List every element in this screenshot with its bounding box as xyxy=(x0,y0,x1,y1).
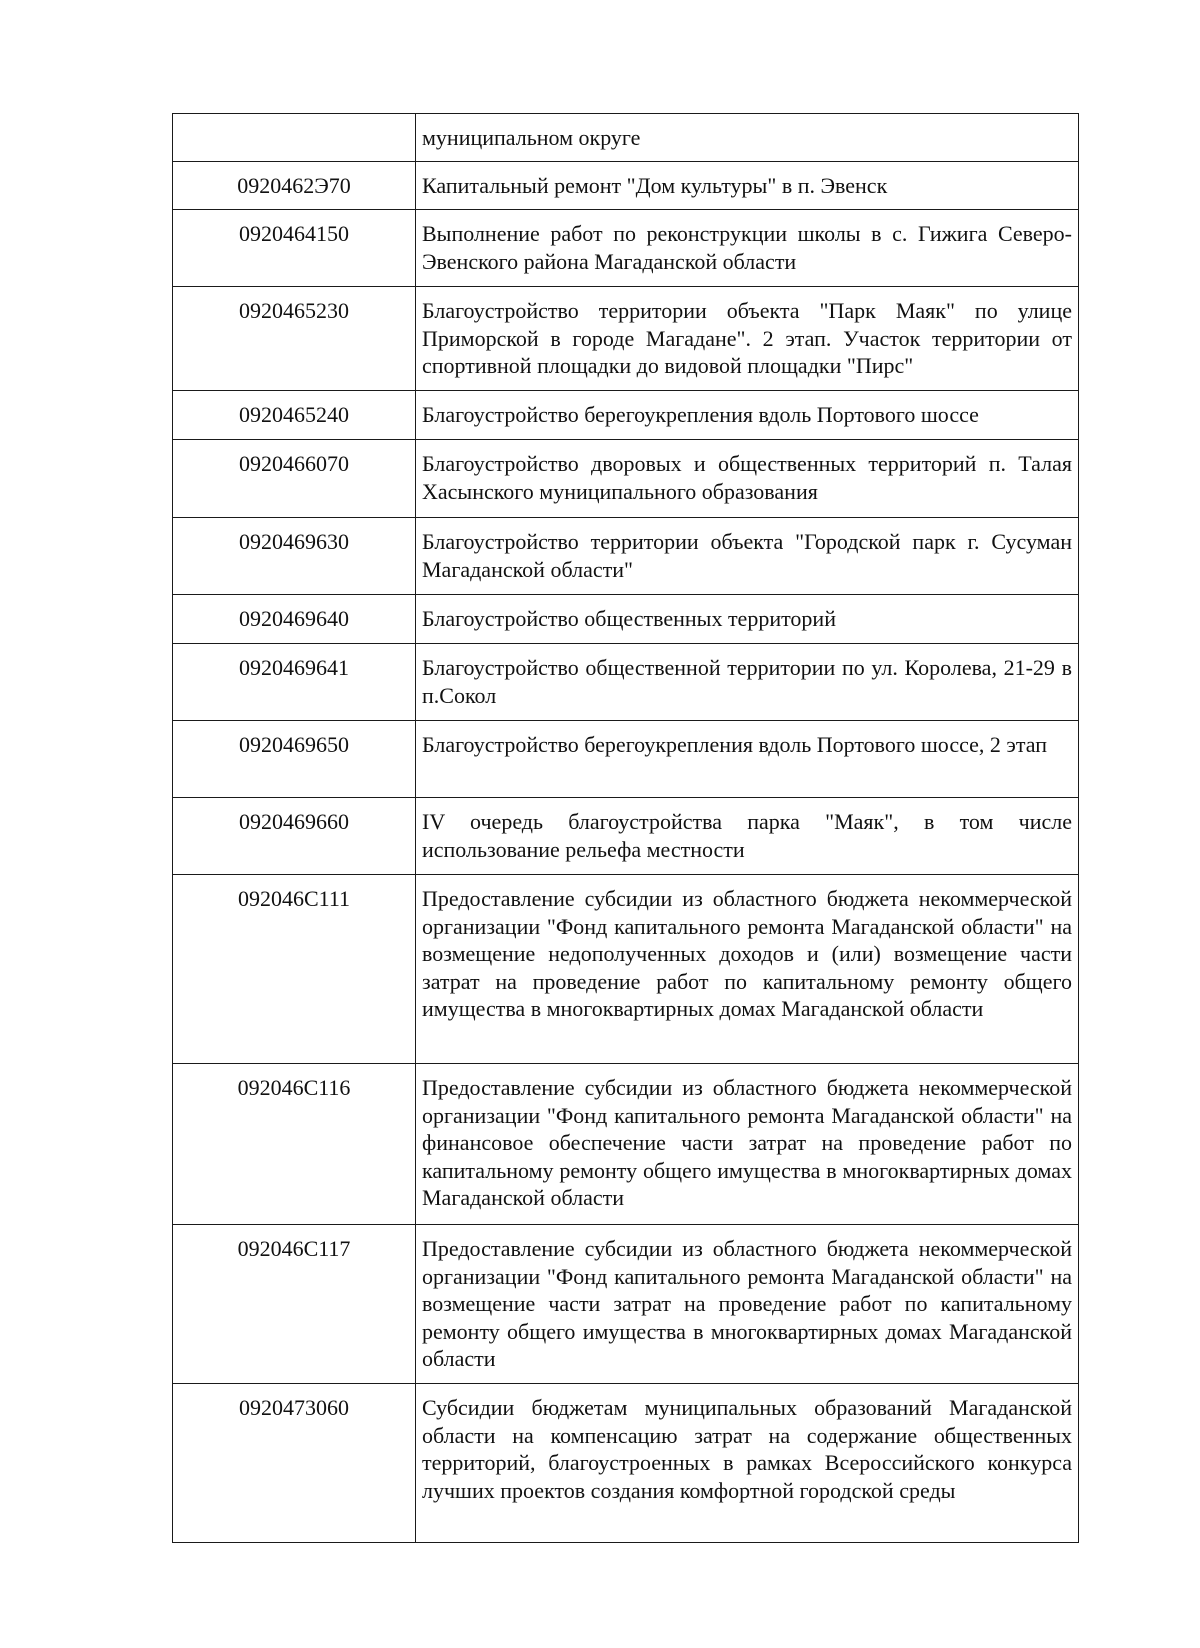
code-cell: 092046С111 xyxy=(173,875,416,1064)
code-cell: 0920469641 xyxy=(173,644,416,721)
code-cell: 0920469630 xyxy=(173,518,416,595)
code-cell: 0920469660 xyxy=(173,798,416,875)
table-row xyxy=(173,162,1079,210)
code-cell: 0920465230 xyxy=(173,287,416,391)
code-cell: 092046С116 xyxy=(173,1064,416,1225)
description-cell: Благоустройство общественной территории по ул. Королева, 21-29 в п.Сокол xyxy=(416,644,1079,721)
description-cell: Благоустройство берегоукрепления вдоль Портового шоссе xyxy=(416,391,1079,440)
description-cell: муниципальном округе xyxy=(416,114,1079,162)
description-cell: Благоустройство дворовых и общественных территорий п. Талая Хасынского муниципального образования xyxy=(416,440,1079,518)
table-row xyxy=(173,721,1079,798)
code-cell: 0920465240 xyxy=(173,391,416,440)
code-cell: 0920469640 xyxy=(173,595,416,644)
table-row xyxy=(173,287,1079,391)
table-body xyxy=(173,114,1079,1543)
code-cell: 0920462Э70 xyxy=(173,162,416,210)
description-cell: Благоустройство общественных территорий xyxy=(416,595,1079,644)
description-cell: Благоустройство территории объекта "Парк Маяк" по улице Приморской в городе Магадане". 2 этап. Участок территории от спортивной площадки до видовой площадки "Пирс" xyxy=(416,287,1079,391)
table-row xyxy=(173,518,1079,595)
code-cell: 0920464150 xyxy=(173,210,416,287)
description-cell: Выполнение работ по реконструкции школы в с. Гижига Северо-Эвенского района Магаданской области xyxy=(416,210,1079,287)
code-cell xyxy=(173,114,416,162)
table-row xyxy=(173,798,1079,875)
table-row xyxy=(173,1064,1079,1225)
description-cell: Субсидии бюджетам муниципальных образований Магаданской области на компенсацию затрат на содержание общественных территорий, благоустроенных в рамках Всероссийского конкурса лучших проектов создания комфортной городской среды xyxy=(416,1384,1079,1543)
table-row xyxy=(173,440,1079,518)
description-cell: Капитальный ремонт "Дом культуры" в п. Эвенск xyxy=(416,162,1079,210)
description-cell: IV очередь благоустройства парка "Маяк", в том числе использование рельефа местности xyxy=(416,798,1079,875)
description-cell: Предоставление субсидии из областного бюджета некоммерческой организации "Фонд капитального ремонта Магаданской области" на финансовое обеспечение части затрат на проведение работ по капитальному ремонту общего имущества в многоквартирных домах Магаданской области xyxy=(416,1064,1079,1225)
table-row xyxy=(173,391,1079,440)
table-row xyxy=(173,1225,1079,1384)
table-row xyxy=(173,1384,1079,1543)
description-cell: Благоустройство территории объекта "Городской парк г. Сусуман Магаданской области" xyxy=(416,518,1079,595)
code-cell: 0920473060 xyxy=(173,1384,416,1543)
description-cell: Предоставление субсидии из областного бюджета некоммерческой организации "Фонд капитального ремонта Магаданской области" на возмещение недополученных доходов и (или) возмещение части затрат на проведение работ по капитальному ремонту общего имущества в многоквартирных домах Магаданской области xyxy=(416,875,1079,1064)
table-row xyxy=(173,875,1079,1064)
table-row xyxy=(173,210,1079,287)
code-cell: 092046С117 xyxy=(173,1225,416,1384)
table-row xyxy=(173,595,1079,644)
description-cell: Предоставление субсидии из областного бюджета некоммерческой организации "Фонд капитального ремонта Магаданской области" на возмещение части затрат на проведение работ по капитальному ремонту общего имущества в многоквартирных домах Магаданской области xyxy=(416,1225,1079,1384)
code-cell: 0920469650 xyxy=(173,721,416,798)
description-cell: Благоустройство берегоукрепления вдоль Портового шоссе, 2 этап xyxy=(416,721,1079,798)
table-row xyxy=(173,644,1079,721)
table-row xyxy=(173,114,1079,162)
code-cell: 0920466070 xyxy=(173,440,416,518)
budget-classification-table xyxy=(172,113,1079,1543)
